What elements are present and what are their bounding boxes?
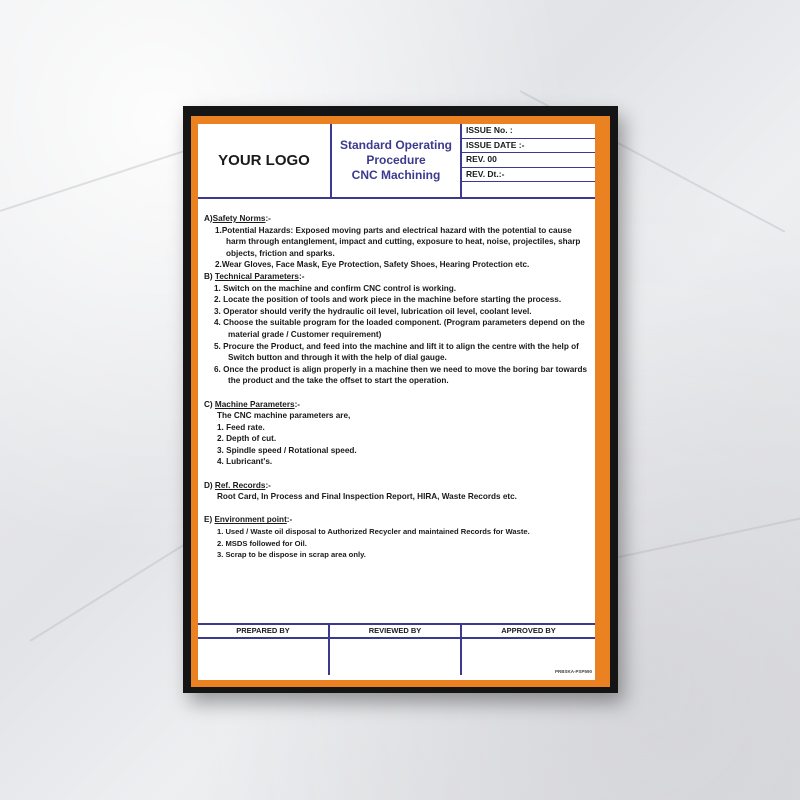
document-meta xyxy=(462,124,595,197)
title-line: Standard Operating xyxy=(339,138,452,152)
section-records xyxy=(204,480,592,503)
list-item: 1. Used / Waste oil disposal to Authorized Recycler and maintained Records for Waste. xyxy=(217,527,530,537)
reviewed-by-label: REVIEWED BY xyxy=(330,625,460,639)
approved-by-cell xyxy=(462,625,595,675)
section-heading: D) Ref. Records:- xyxy=(204,480,271,490)
reviewed-by-cell xyxy=(330,625,462,675)
section-heading: E) Environment point:- xyxy=(204,515,293,525)
marble-vein xyxy=(29,534,200,642)
section-heading: B) Technical Parameters:- xyxy=(204,271,305,281)
revision-date: REV. Dt.:- xyxy=(462,168,595,183)
approved-by-label: APPROVED BY xyxy=(462,625,595,639)
section-heading: A)Safety Norms:- xyxy=(204,214,271,223)
prepared-by-cell xyxy=(198,625,330,675)
sop-header xyxy=(198,124,595,199)
list-item: 2. MSDS followed for Oil. xyxy=(217,538,307,548)
list-item: 3. Scrap to be dispose in scrap area only. xyxy=(217,550,366,560)
list-item: 4. Choose the suitable program for the loaded component. (Program parameters depend on the material grade / Customer requirement) xyxy=(214,318,585,339)
list-item: 2. Locate the position of tools and work piece in the machine before starting the process. xyxy=(214,295,562,305)
title-line: CNC Machining xyxy=(351,168,441,182)
issue-date: ISSUE DATE :- xyxy=(462,139,595,154)
list-item: 4. Lubricant's. xyxy=(217,457,273,467)
logo-placeholder: YOUR LOGO xyxy=(198,124,332,197)
prepared-by-label: PREPARED BY xyxy=(198,625,328,639)
records-text: Root Card, In Process and Final Inspection Report, HIRA, Waste Records etc. xyxy=(217,492,517,502)
list-item: 3. Spindle speed / Rotational speed. xyxy=(217,445,357,455)
list-item: 1. Switch on the machine and confirm CNC control is working. xyxy=(214,283,457,293)
list-item: 6. Once the product is align properly in a machine then we need to move the boring bar towards the product and the take the offset to start the operation. xyxy=(214,364,588,386)
section-heading: C) Machine Parameters:- xyxy=(204,399,301,409)
list-item: 2. Depth of cut. xyxy=(217,434,277,444)
product-code: PRBSKA-PSP590 xyxy=(554,669,592,674)
section-safety xyxy=(204,213,592,271)
list-item: 3. Operator should verify the hydraulic oil level, lubrication oil level, coolant level. xyxy=(214,306,532,316)
meta-blank xyxy=(462,182,595,197)
signature-table xyxy=(198,623,595,675)
revision: REV. 00 xyxy=(462,153,595,168)
list-item: 5. Procure the Product, and feed into the machine and lift it to align the centre with the help of Switch button and through it with the help of dial gauge. xyxy=(214,341,579,363)
section-environment xyxy=(204,514,592,560)
section-intro: The CNC machine parameters are, xyxy=(217,411,351,421)
list-item: 1.Potential Hazards: Exposed moving parts and electrical hazard with the potential to cause harm through entanglement, impact and cutting, exposure to heat, noise, projectiles, sharp objects, friction and sparks. xyxy=(215,225,581,258)
list-item: 2.Wear Gloves, Face Mask, Eye Protection, Safety Shoes, Hearing Protection etc. xyxy=(215,260,530,270)
section-machine xyxy=(204,399,592,469)
sop-sheet xyxy=(198,124,595,680)
section-technical xyxy=(204,271,592,387)
list-item: 1. Feed rate. xyxy=(217,422,265,432)
sop-title xyxy=(332,124,462,197)
title-line: Procedure xyxy=(366,153,426,167)
issue-no: ISSUE No. : xyxy=(462,124,595,139)
sop-body xyxy=(204,213,592,561)
marble-vein xyxy=(600,514,800,562)
